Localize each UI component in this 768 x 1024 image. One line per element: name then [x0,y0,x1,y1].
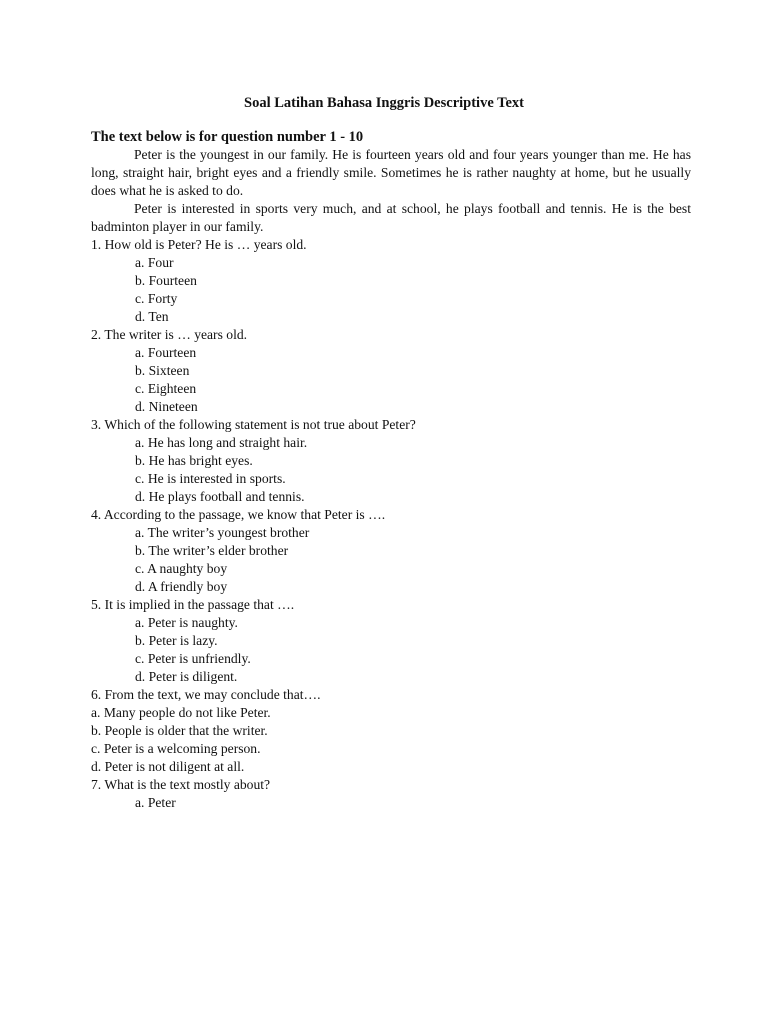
option-c: c. A naughty boy [135,561,228,576]
intro-heading: The text below is for question number 1 - 10 [91,129,364,145]
option-d: d. Peter is diligent. [135,669,238,684]
question-stem: 2. The writer is … years old. [91,327,248,342]
option-d: d. Peter is not diligent at all. [91,759,245,774]
passage-paragraph-2: Peter is interested in sports very much, and at school, he plays football and tennis. He is the best badminton player in our family. [91,201,691,234]
answer-options [91,434,691,506]
option-b: b. People is older that the writer. [91,723,268,738]
question-7 [91,776,691,812]
question-5 [91,596,691,686]
answer-options [91,704,691,776]
document-title: Soal Latihan Bahasa Inggris Descriptive Text [244,95,524,111]
question-stem: 3. Which of the following statement is not true about Peter? [91,417,416,432]
question-stem: 6. From the text, we may conclude that…. [91,687,321,702]
question-stem: 7. What is the text mostly about? [91,777,271,792]
question-stem: 1. How old is Peter? He is … years old. [91,237,307,252]
question-2 [91,326,691,416]
option-a: a. Fourteen [135,345,197,360]
option-a: a. Many people do not like Peter. [91,705,271,720]
question-1 [91,236,691,326]
question-6 [91,686,691,776]
option-b: b. Sixteen [135,363,190,378]
option-d: d. A friendly boy [135,579,228,594]
passage-paragraph-1: Peter is the youngest in our family. He is fourteen years old and four years younger than me. He has long, straight hair, bright eyes and a friendly smile. Sometimes he is rather naughty at home, but he usually does what he is asked to do. [91,147,691,198]
option-a: a. Four [135,255,174,270]
option-c: c. Eighteen [135,381,197,396]
answer-options [91,794,691,812]
answer-options [91,524,691,596]
option-c: c. Peter is a welcoming person. [91,741,261,756]
document-body [91,128,691,812]
option-a: a. Peter [135,795,176,810]
option-c: c. Forty [135,291,178,306]
option-b: b. He has bright eyes. [135,453,253,468]
option-d: d. He plays football and tennis. [135,489,305,504]
option-d: d. Ten [135,309,169,324]
question-3 [91,416,691,506]
option-b: b. The writer’s elder brother [135,543,289,558]
question-stem: 5. It is implied in the passage that …. [91,597,295,612]
answer-options [91,614,691,686]
option-c: c. He is interested in sports. [135,471,286,486]
option-d: d. Nineteen [135,399,198,414]
option-a: a. The writer’s youngest brother [135,525,310,540]
answer-options [91,344,691,416]
option-b: b. Peter is lazy. [135,633,218,648]
question-stem: 4. According to the passage, we know that Peter is …. [91,507,386,522]
option-a: a. He has long and straight hair. [135,435,308,450]
option-b: b. Fourteen [135,273,197,288]
option-c: c. Peter is unfriendly. [135,651,251,666]
question-4 [91,506,691,596]
option-a: a. Peter is naughty. [135,615,238,630]
answer-options [91,254,691,326]
